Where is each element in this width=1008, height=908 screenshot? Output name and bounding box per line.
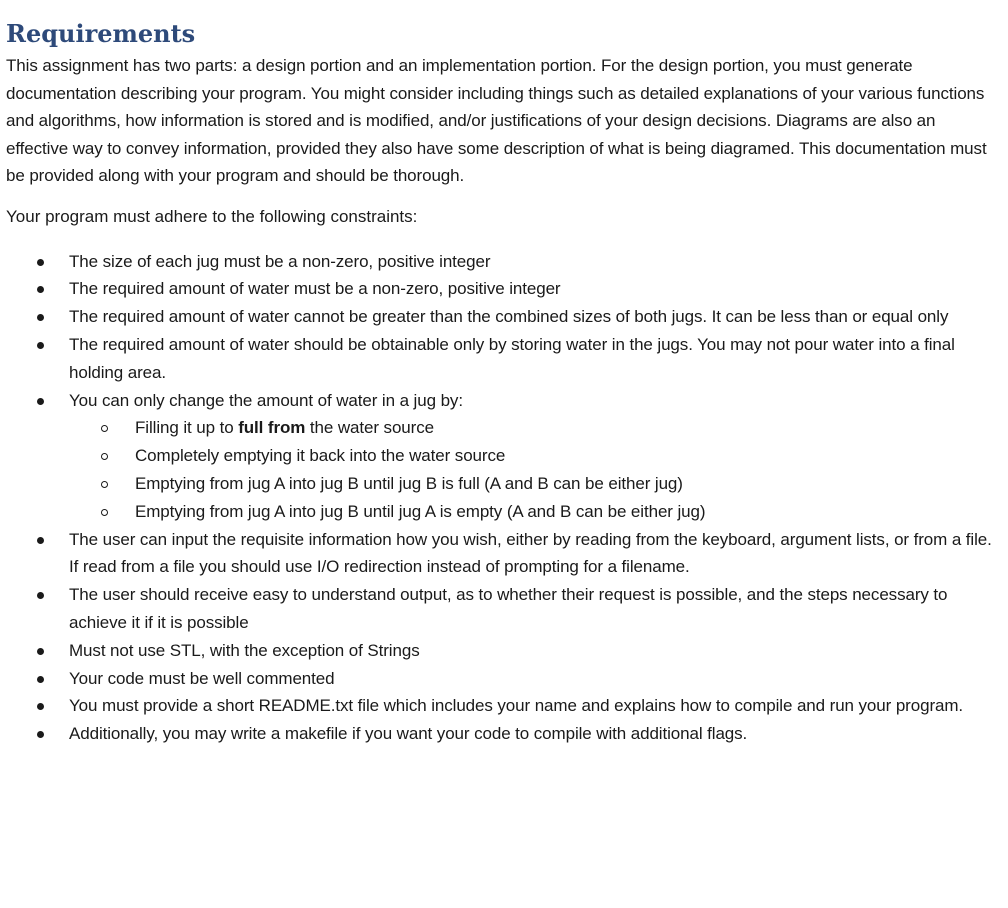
sub-list bbox=[69, 414, 992, 525]
bullet-icon bbox=[37, 648, 44, 655]
sub-item-prefix: Filling it up to bbox=[135, 418, 239, 438]
bullet-icon bbox=[37, 537, 44, 544]
circle-bullet-icon bbox=[101, 453, 108, 460]
bullet-icon bbox=[37, 703, 44, 710]
circle-bullet-icon bbox=[101, 481, 108, 488]
bullet-icon bbox=[37, 286, 44, 293]
bullet-icon bbox=[37, 731, 44, 738]
section-heading: Requirements bbox=[6, 19, 196, 48]
sub-item-suffix: the water source bbox=[305, 418, 434, 438]
circle-bullet-icon bbox=[101, 425, 108, 432]
list-item-text: The required amount of water cannot be greater than the combined sizes of both jugs. It can be less than or equal only bbox=[69, 307, 949, 327]
constraints-list bbox=[6, 248, 996, 748]
list-item bbox=[6, 581, 996, 637]
sub-item-text: Completely emptying it back into the water source bbox=[135, 446, 506, 466]
list-item-text: Must not use STL, with the exception of Strings bbox=[69, 640, 420, 660]
constraints-lead: Your program must adhere to the following constraints: bbox=[6, 206, 418, 226]
list-item-text: The user can input the requisite information how you wish, either by reading from the keyboard, argument lists, or from a file. If read from a file you should use I/O redirection instead of prompting for a filename. bbox=[69, 529, 992, 577]
circle-bullet-icon bbox=[101, 509, 108, 516]
list-item-text: Additionally, you may write a makefile if you want your code to compile with additional flags. bbox=[69, 724, 748, 744]
list-item bbox=[6, 387, 996, 526]
bullet-icon bbox=[37, 676, 44, 683]
list-item-text: You can only change the amount of water in a jug by: bbox=[69, 390, 463, 410]
list-item bbox=[6, 526, 996, 582]
list-item bbox=[6, 637, 996, 665]
sub-list-item bbox=[69, 498, 992, 526]
list-item-text: The required amount of water must be a non-zero, positive integer bbox=[69, 279, 561, 299]
sub-list-item bbox=[69, 442, 992, 470]
sub-list-item bbox=[69, 414, 992, 442]
list-item bbox=[6, 303, 996, 331]
list-item bbox=[6, 692, 996, 720]
bullet-icon bbox=[37, 342, 44, 349]
bullet-icon bbox=[37, 259, 44, 266]
list-item-text: The user should receive easy to understand output, as to whether their request is possible, and the steps necessary to achieve it if it is possible bbox=[69, 585, 948, 632]
list-item-text: The required amount of water should be obtainable only by storing water in the jugs. You may not pour water into a final holding area. bbox=[69, 334, 955, 382]
sub-item-text: Emptying from jug A into jug B until jug B is full (A and B can be either jug) bbox=[135, 473, 683, 493]
list-item-text: The size of each jug must be a non-zero, positive integer bbox=[69, 251, 491, 271]
list-item bbox=[6, 275, 996, 303]
sub-list-item bbox=[69, 470, 992, 498]
list-item bbox=[6, 331, 996, 387]
list-item bbox=[6, 248, 996, 276]
list-item bbox=[6, 665, 996, 693]
sub-item-bold: full from bbox=[238, 418, 306, 438]
list-item-text: Your code must be well commented bbox=[69, 668, 335, 688]
list-item bbox=[6, 720, 996, 748]
bullet-icon bbox=[37, 314, 44, 321]
intro-paragraph: This assignment has two parts: a design portion and an implementation portion. For the design portion, you must generate documentation describing your program. You might consider including things such as detailed explanations of your various functions and algorithms, how information is stored and is modified, and/or justifications of your design decisions. Diagrams are also an effective way to convey information, provided they also have some description of what is being diagramed. This documentation must be provided along with your program and should be thorough. bbox=[6, 56, 987, 186]
bullet-icon bbox=[37, 592, 44, 599]
document-page bbox=[6, 18, 996, 748]
bullet-icon bbox=[37, 398, 44, 405]
sub-item-text: Emptying from jug A into jug B until jug A is empty (A and B can be either jug) bbox=[135, 501, 706, 521]
list-item-text: You must provide a short README.txt file which includes your name and explains how to compile and run your program. bbox=[69, 696, 964, 716]
